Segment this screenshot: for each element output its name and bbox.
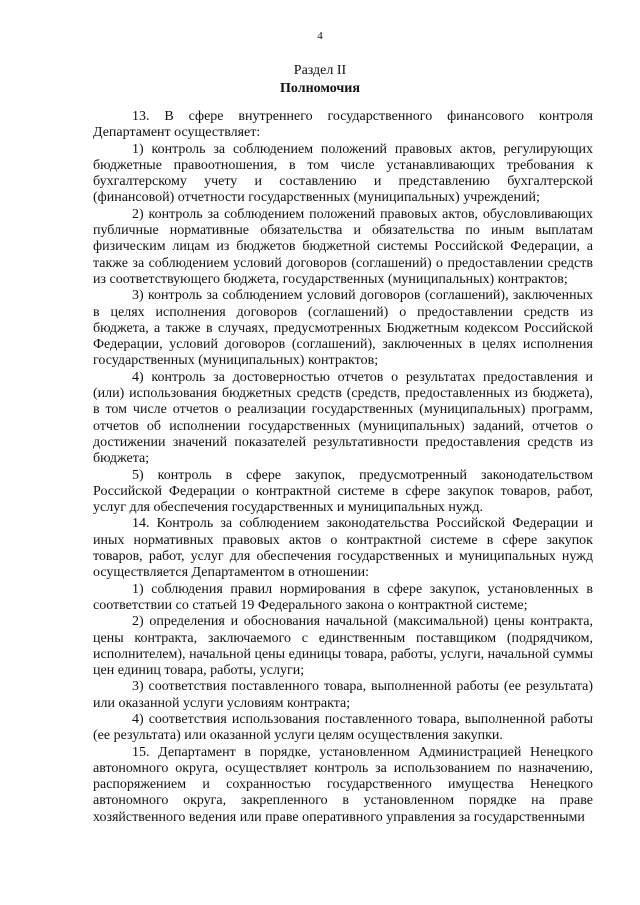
paragraph-15: 15. Департамент в порядке, установленном Администрацией Ненецкого автономного округа, осуществляет контроль за использованием по назначению, распоряжением и сохранностью государственного имущества Ненецкого автономного округа, закрепленного в установленном порядке на праве хозяйственного ведения или праве оперативного управления за государственными bbox=[93, 744, 593, 825]
paragraph-13-item-5: 5) контроль в сфере закупок, предусмотренный законодательством Российской Федерации о контрактной системе в сфере закупок товаров, работ, услуг для обеспечения государственных и муниципальных нужд. bbox=[93, 467, 593, 516]
paragraph-13: 13. В сфере внутреннего государственного финансового контроля Департамент осуществляет: bbox=[93, 109, 593, 141]
paragraph-14-item-3: 3) соответствия поставленного товара, выполненной работы (ее результата) или оказанной услуги условиям контракта; bbox=[93, 679, 593, 711]
section-label: Раздел II bbox=[293, 63, 347, 78]
paragraph-14-item-2: 2) определения и обоснования начальной (максимальной) цены контракта, цены контракта, заключаемого с единственным поставщиком (подрядчиком, исполнителем), начальной цены единицы товара, работы, услуги, начальной суммы цен единиц товара, работы, услуги; bbox=[93, 614, 593, 679]
paragraph-13-item-3: 3) контроль за соблюдением условий договоров (соглашений), заключенных в целях исполнения договоров (соглашений) о предоставлении средств из бюджета, а также в случаях, предусмотренных Бюджетным кодексом Российской Федерации, условий договоров (соглашений), заключенных в целях исполнения государственных (муниципальных) контрактов; bbox=[93, 288, 593, 369]
paragraph-13-item-4: 4) контроль за достоверностью отчетов о результатах предоставления и (или) использования бюджетных средств (средств, предоставленных из бюджета), в том числе отчетов о реализации государственных (муниципальных) программ, отчетов об исполнении государственных (муниципальных) заданий, отчетов о достижении значений показателей результативности предоставления средств из бюджета; bbox=[93, 369, 593, 467]
section-title: Полномочия bbox=[280, 81, 360, 96]
page-number: 4 bbox=[317, 30, 323, 42]
paragraph-14-item-1: 1) соблюдения правил нормирования в сфере закупок, установленных в соответствии со статьей 19 Федерального закона о контрактной системе; bbox=[93, 581, 593, 613]
document-body bbox=[93, 109, 593, 826]
paragraph-14-item-4: 4) соответствия использования поставленного товара, выполненной работы (ее результата) или оказанной услуги целям осуществления закупки. bbox=[93, 711, 593, 744]
paragraph-13-item-2: 2) контроль за соблюдением положений правовых актов, обусловливающих публичные нормативные обязательства и обязательства по иным выплатам физическим лицам из бюджетов бюджетной системы Российской Федерации, а также за соблюдением условий договоров (соглашений) о предоставлении средств из соответствующего бюджета, государственных (муниципальных) контрактов; bbox=[93, 206, 593, 287]
paragraph-13-item-1: 1) контроль за соблюдением положений правовых актов, регулирующих бюджетные правоотношения, в том числе устанавливающих требования к бухгалтерскому учету и составлению и представлению бухгалтерской (финансовой) отчетности государственных (муниципальных) учреждений; bbox=[93, 141, 593, 206]
paragraph-14: 14. Контроль за соблюдением законодательства Российской Федерации и иных нормативных правовых актов о контрактной системе в сфере закупок товаров, работ, услуг для обеспечения государственных и муниципальных нужд осуществляется Департаментом в отношении: bbox=[93, 516, 593, 581]
